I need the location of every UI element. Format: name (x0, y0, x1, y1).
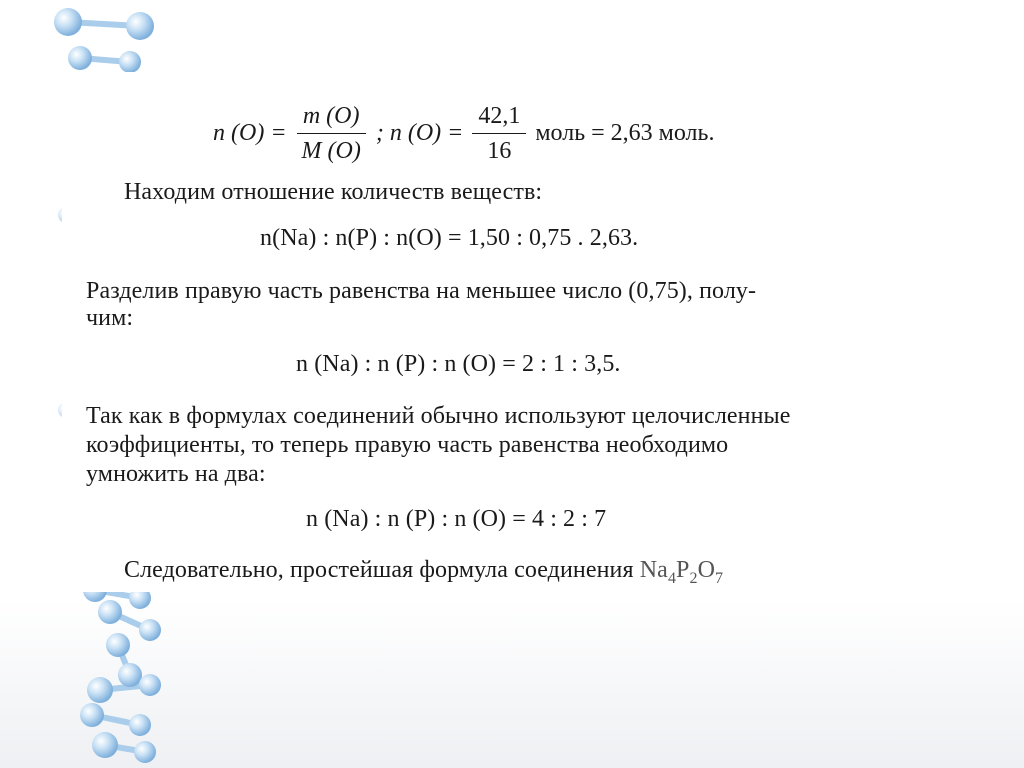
formula-separator: ; n (O) = (375, 119, 464, 146)
formula-p-subscript: 2 (689, 569, 698, 587)
fraction-denominator: M (O) (301, 137, 361, 164)
paragraph-divide-line-1: Разделив правую часть равенства на меньшее число (0,75), полу- (86, 278, 757, 304)
final-formula (639, 557, 724, 587)
fraction-mass-over-molar (296, 101, 367, 166)
fraction-value-denominator: 16 (487, 137, 512, 164)
formula-na: Na (639, 557, 668, 583)
formula-oxygen-amount (210, 98, 717, 168)
formula-result: моль = 2,63 моль. (535, 119, 715, 146)
formula-o-subscript: 7 (715, 569, 724, 587)
paragraph-integer-line-3: умножить на два: (86, 461, 266, 487)
formula-lhs: n (O) = (213, 119, 287, 146)
paragraph-ratio-intro: Находим отношение количеств веществ: (124, 179, 543, 205)
paragraph-divide-line-2: чим: (86, 305, 134, 331)
paragraph-integer-line-1: Так как в формулах соединений обычно используют целочисленные (86, 403, 791, 429)
fraction-values (472, 101, 526, 166)
equation-ratio-1: n(Na) : n(P) : n(O) = 1,50 : 0,75 . 2,63. (260, 225, 639, 251)
fraction-numerator: m (O) (297, 101, 366, 134)
equation-ratio-2: n (Na) : n (P) : n (O) = 2 : 1 : 3,5. (296, 351, 621, 377)
formula-o: O (697, 557, 716, 583)
fraction-value-numerator: 42,1 (472, 101, 526, 134)
formula-na-subscript: 4 (667, 569, 677, 587)
conclusion-text: Следовательно, простейшая формула соединения (124, 557, 640, 583)
formula-p: P (676, 557, 690, 583)
conclusion-sentence (124, 556, 724, 587)
paragraph-integer-line-2: коэффициенты, то теперь правую часть равенства необходимо (86, 432, 729, 458)
equation-ratio-3: n (Na) : n (P) : n (O) = 4 : 2 : 7 (306, 506, 607, 532)
